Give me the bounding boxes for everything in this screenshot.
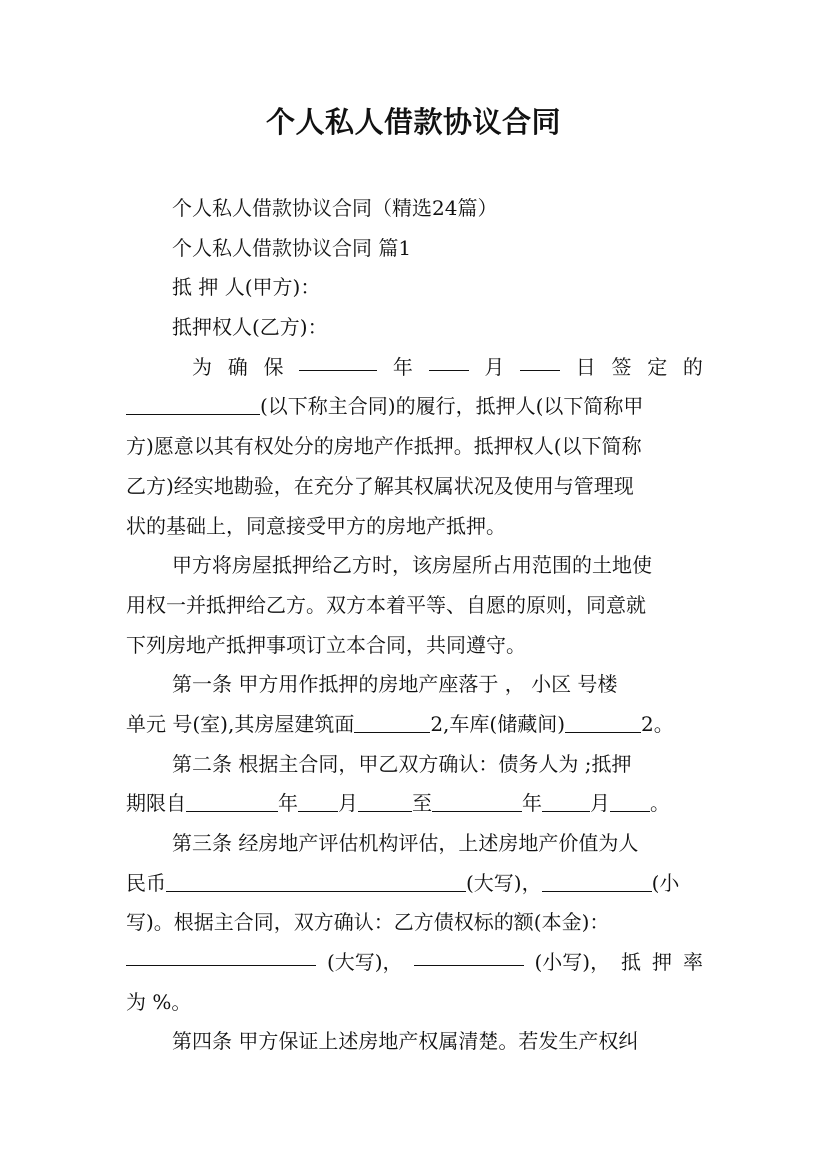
paragraph-line: 为 %。 <box>126 989 192 1014</box>
paragraph-line <box>126 705 703 745</box>
blank-underline <box>520 348 560 371</box>
blank-underline <box>542 869 652 892</box>
paragraph-line: 状的基础上，同意接受甲方的房地产抵押。 <box>126 513 506 538</box>
text-segment: 期限自 <box>126 791 186 816</box>
article-two-line: 第二条 根据主合同，甲乙双方确认：债务人为 ;抵押 <box>172 751 632 776</box>
mortgagee-label: 抵押权人(乙方)： <box>172 315 328 340</box>
mortgagor-label: 抵 押 人(甲方)： <box>172 275 321 300</box>
section-heading: 个人私人借款协议合同 篇1 <box>172 235 412 260</box>
article-four-line: 第四条 甲方保证上述房地产权属清楚。若发生产权纠 <box>172 1029 639 1054</box>
text-segment: (小 <box>651 870 680 895</box>
paragraph-line: 乙方)经实地勘验，在充分了解其权属状况及使用与管理现 <box>126 473 634 498</box>
text-segment: 定 <box>647 354 668 379</box>
text-segment: 。 <box>650 791 670 816</box>
blank-underline <box>414 943 524 966</box>
blank-underline <box>126 943 316 966</box>
blank-underline <box>542 789 590 812</box>
text-segment: 民币 <box>126 870 166 895</box>
text-segment: 月 <box>590 791 610 816</box>
text-segment: 2,车库(储藏间) <box>430 711 566 736</box>
document-body <box>126 189 703 1062</box>
text-segment: 保 <box>263 354 284 379</box>
text-segment: 单元 号(室),其房屋建筑面 <box>126 711 355 736</box>
text-segment: 为 <box>192 354 212 379</box>
blank-underline <box>186 789 278 812</box>
blank-underline <box>429 348 469 371</box>
paragraph-line <box>126 864 703 904</box>
blank-underline <box>610 789 650 812</box>
text-segment: 确 <box>227 354 248 379</box>
blank-underline <box>126 392 260 415</box>
text-segment: 年 <box>522 791 542 816</box>
text-segment: 年 <box>278 791 298 816</box>
paragraph-line: 甲方将房屋抵押给乙方时，该房屋所占用范围的土地使 <box>172 553 652 578</box>
text-segment: (大写)， <box>326 950 403 975</box>
text-segment: 抵 <box>621 950 642 975</box>
blank-underline <box>298 789 338 812</box>
article-three-line: 第三条 经房地产评估机构评估，上述房地产价值为人 <box>172 831 639 855</box>
blank-underline <box>354 710 430 733</box>
paragraph-line <box>126 348 703 388</box>
paragraph-line: 下列房地产抵押事项订立本合同，共同遵守。 <box>126 632 526 657</box>
paragraph-line: 写)。根据主合同，双方确认：乙方债权标的额(本金)： <box>126 910 610 935</box>
text-segment: 率 <box>682 950 703 975</box>
paragraph-line <box>126 784 703 824</box>
text-segment: 的 <box>682 354 703 379</box>
text-segment: (大写)， <box>466 870 542 895</box>
document-title: 个人私人借款协议合同 <box>265 105 561 139</box>
text-segment: 日 <box>575 354 596 379</box>
text-segment: 2。 <box>641 711 674 736</box>
text-segment: 月 <box>338 791 358 816</box>
text-segment: 押 <box>651 950 672 975</box>
article-one-line: 第一条 甲方用作抵押的房地产座落于 ， 小区 号楼 <box>172 672 618 697</box>
paragraph-line: 方)愿意以其有权处分的房地产作抵押。抵押权人(以下简称 <box>126 434 642 459</box>
text-segment: (小写)， <box>534 950 611 975</box>
blank-underline <box>565 710 641 733</box>
paragraph-line: 用权一并抵押给乙方。双方本着平等、自愿的原则，同意就 <box>126 592 646 617</box>
subtitle-line: 个人私人借款协议合同（精选24篇） <box>172 196 498 220</box>
text-segment: (以下称主合同)的履行，抵押人(以下简称甲 <box>260 394 644 419</box>
blank-underline <box>432 789 522 812</box>
text-segment: 签 <box>611 354 632 379</box>
blank-underline <box>358 789 412 812</box>
text-segment: 至 <box>412 791 432 816</box>
blank-underline <box>166 869 466 892</box>
blank-underline <box>299 348 377 371</box>
paragraph-line <box>126 387 703 427</box>
paragraph-line <box>126 943 703 983</box>
text-segment: 年 <box>392 354 413 379</box>
text-segment: 月 <box>484 354 505 379</box>
